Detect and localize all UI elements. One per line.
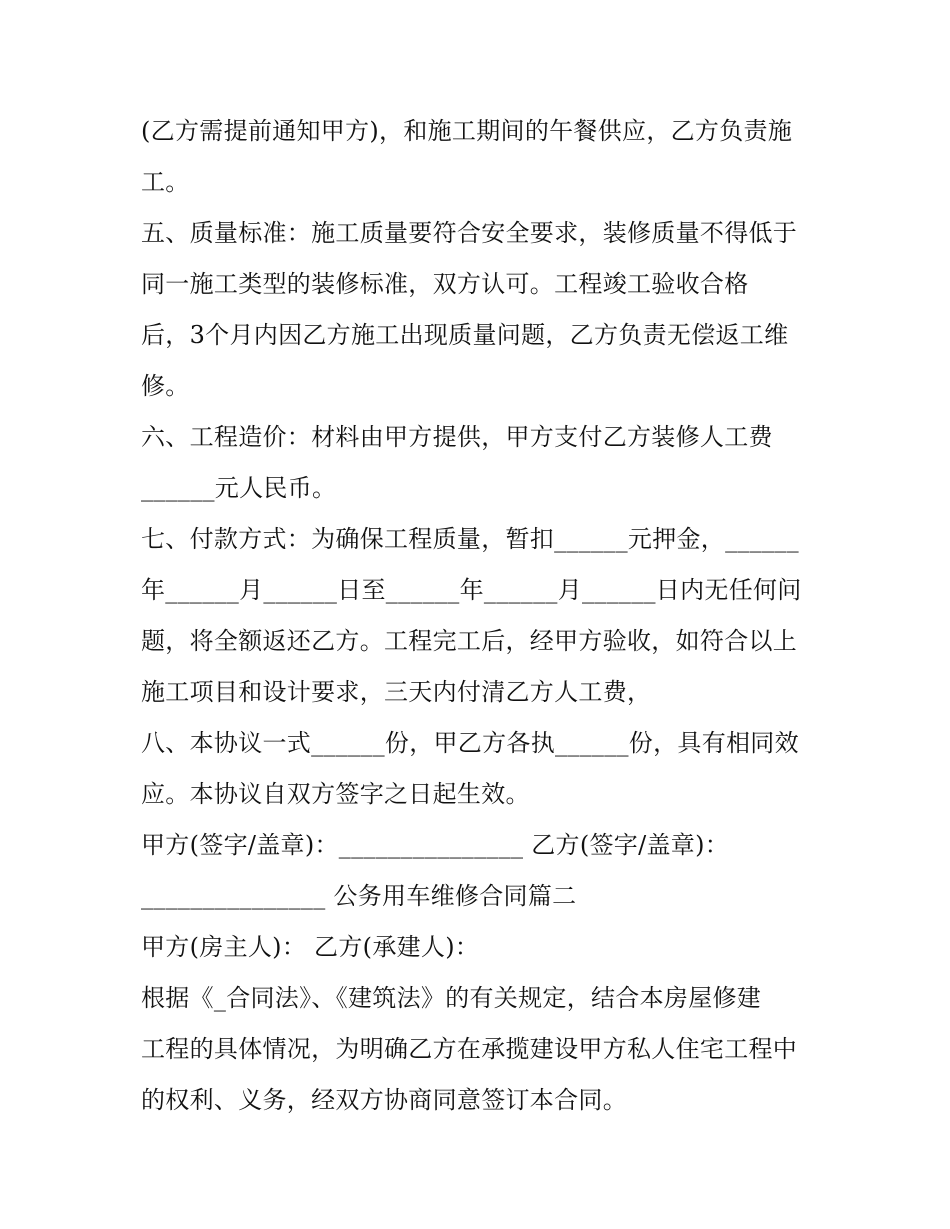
text-line: ______元人民币。 [141, 474, 337, 502]
clause-8-copies: 八、本协议一式______份，甲乙方各执______份，具有相同效 [141, 729, 799, 757]
text-line: 的权利、义务，经双方协商同意签订本合同。 [141, 1086, 627, 1114]
text-line: (乙方需提前通知甲方)，和施工期间的午餐供应，乙方负责施 [141, 117, 793, 145]
text-line: 同一施工类型的装修标准，双方认可。工程竣工验收合格 [141, 270, 749, 298]
text-line: 应。本协议自双方签字之日起生效。 [141, 780, 530, 808]
text-line: 后，3个月内因乙方施工出现质量问题，乙方负责无偿返工维 [141, 321, 789, 349]
text-line: 工程的具体情况，为明确乙方在承揽建设甲方私人住宅工程中 [141, 1035, 798, 1063]
clause-7-payment-method: 七、付款方式：为确保工程质量，暂扣______元押金，______ [141, 525, 799, 553]
text-line: 工。 [141, 168, 190, 196]
text-line: 年______月______日至______年______月______日内无任何问 [141, 576, 802, 604]
text-line: 施工项目和设计要求，三天内付清乙方人工费， [141, 678, 652, 706]
text-line: 修。 [141, 372, 190, 400]
signature-line: 甲方(签字/盖章)：_______________ 乙方(签字/盖章)： [141, 831, 730, 859]
preamble-line: 根据《_合同法》、《建筑法》的有关规定，结合本房屋修建 [141, 984, 762, 1012]
text-line: 题，将全额返还乙方。工程完工后，经甲方验收，如符合以上 [141, 627, 798, 655]
clause-5-quality-standard: 五、质量标准：施工质量要符合安全要求，装修质量不得低于 [141, 219, 798, 247]
section-heading-part-two: _______________ 公务用车维修合同篇二 [141, 882, 577, 910]
parties-line: 甲方(房主人)： 乙方(承建人)： [141, 933, 480, 961]
clause-6-project-cost: 六、工程造价：材料由甲方提供，甲方支付乙方装修人工费 [141, 423, 773, 451]
document-body [141, 106, 821, 1126]
